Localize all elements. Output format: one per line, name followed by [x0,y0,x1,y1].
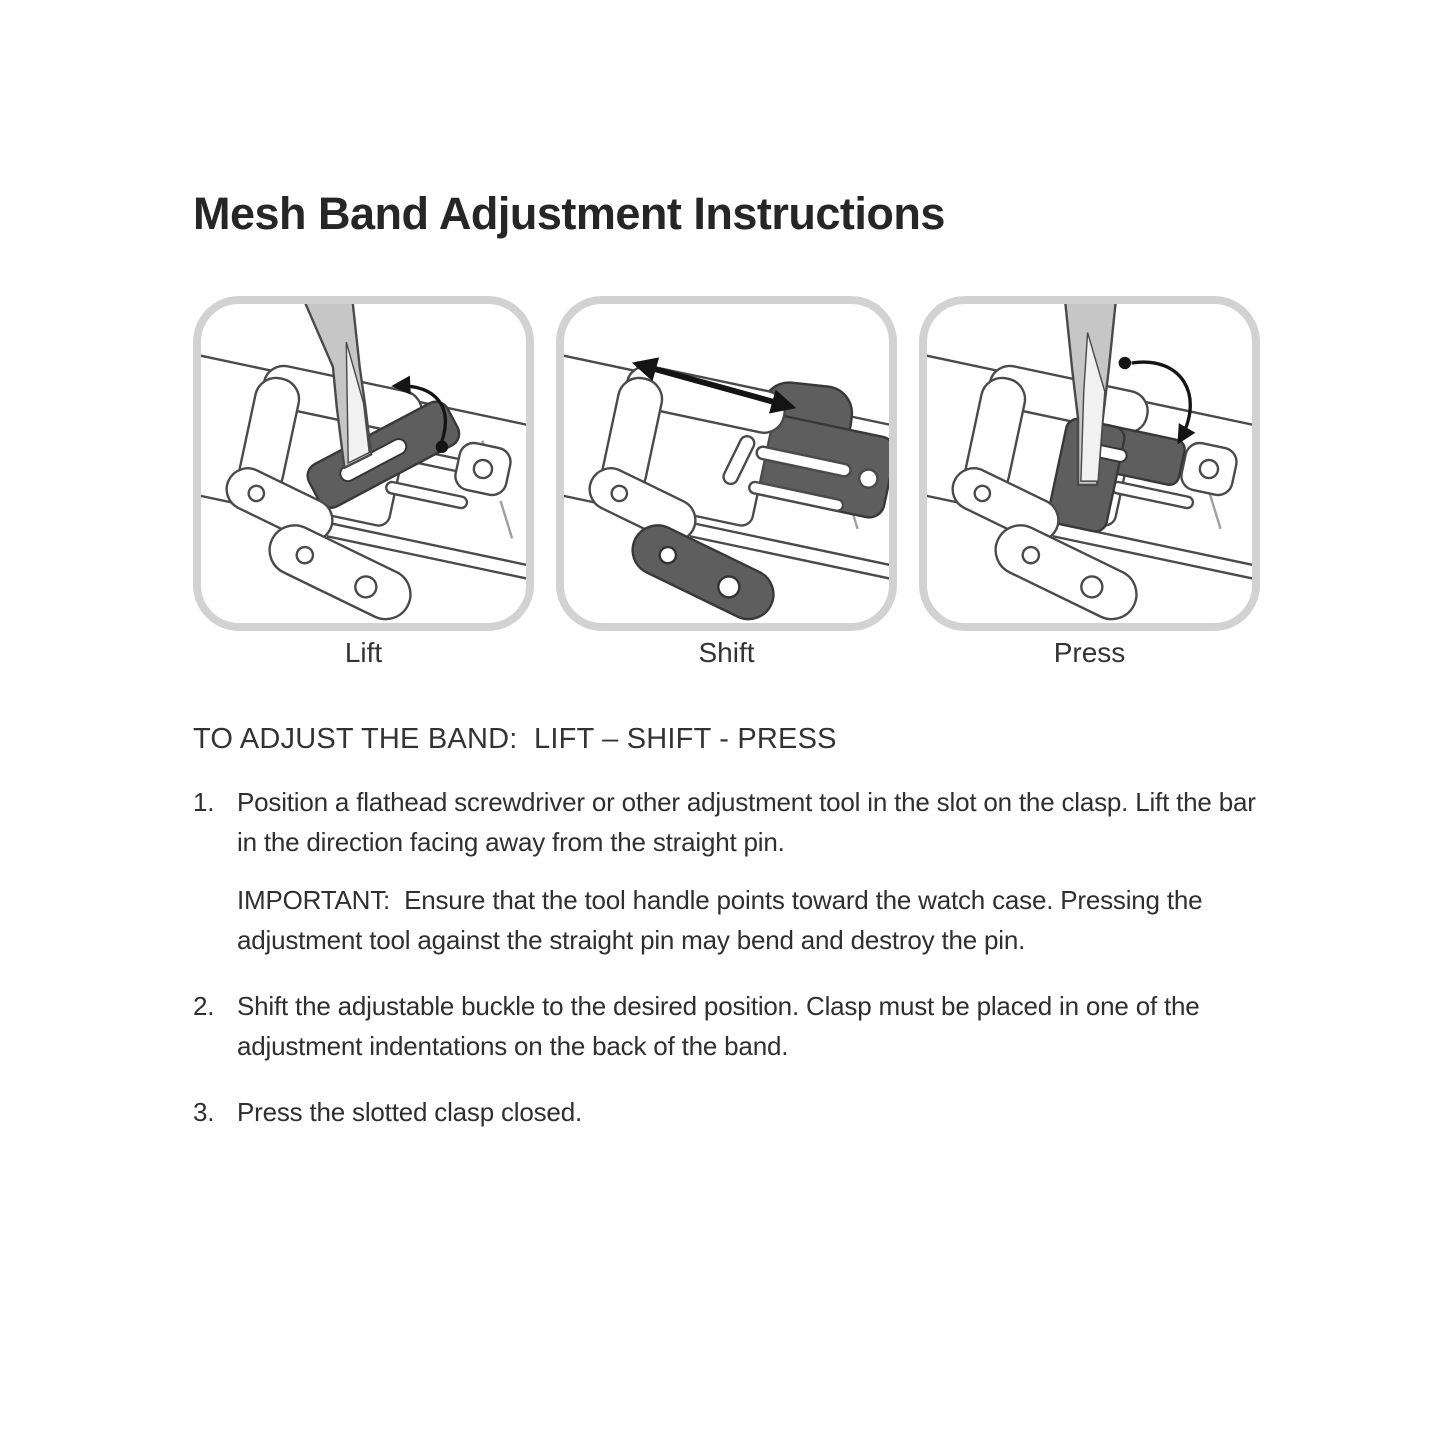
panel-press-frame [919,296,1260,631]
panel-caption-lift: Lift [344,636,383,668]
panel-shift-frame [556,296,897,631]
step-3-number: 3. [193,1096,215,1127]
step-2-number: 2. [193,990,215,1021]
important-label: IMPORTANT: [237,884,391,915]
step-3 [193,1092,1261,1132]
panel-caption-shift: Shift [698,636,755,668]
important-note [237,880,1261,960]
shift-illustration [564,304,889,623]
panel-shift [556,296,897,669]
panel-press [919,296,1260,669]
step-1 [193,782,1261,862]
panel-lift-frame [193,296,534,631]
step-3-text: Press the slotted clasp closed. [237,1096,582,1127]
step-2 [193,986,1261,1066]
page-title: Mesh Band Adjustment Instructions [193,188,945,239]
step-1-number: 1. [193,786,215,817]
lift-illustration [201,304,526,623]
panel-lift [193,296,534,669]
section-heading: TO ADJUST THE BAND: LIFT – SHIFT - PRESS [193,722,837,755]
important-text: Ensure that the tool handle points toward the watch case. Pressing the adjustment tool against the straight pin may bend and destroy the pin. [237,884,1210,955]
step-1-text: Position a flathead screwdriver or other adjustment tool in the slot on the clasp. Lift the bar in the direction facing away from the straight pin. [237,786,1256,857]
sheet-content [193,190,1261,1132]
panel-caption-press: Press [1053,636,1126,668]
slotted-clasp-pressed [1046,417,1186,546]
illustration-panels [193,296,1261,669]
press-illustration [927,304,1252,623]
step-2-text: Shift the adjustable buckle to the desired position. Clasp must be placed in one of the adjustment indentations on the back of the band. [237,990,1200,1061]
